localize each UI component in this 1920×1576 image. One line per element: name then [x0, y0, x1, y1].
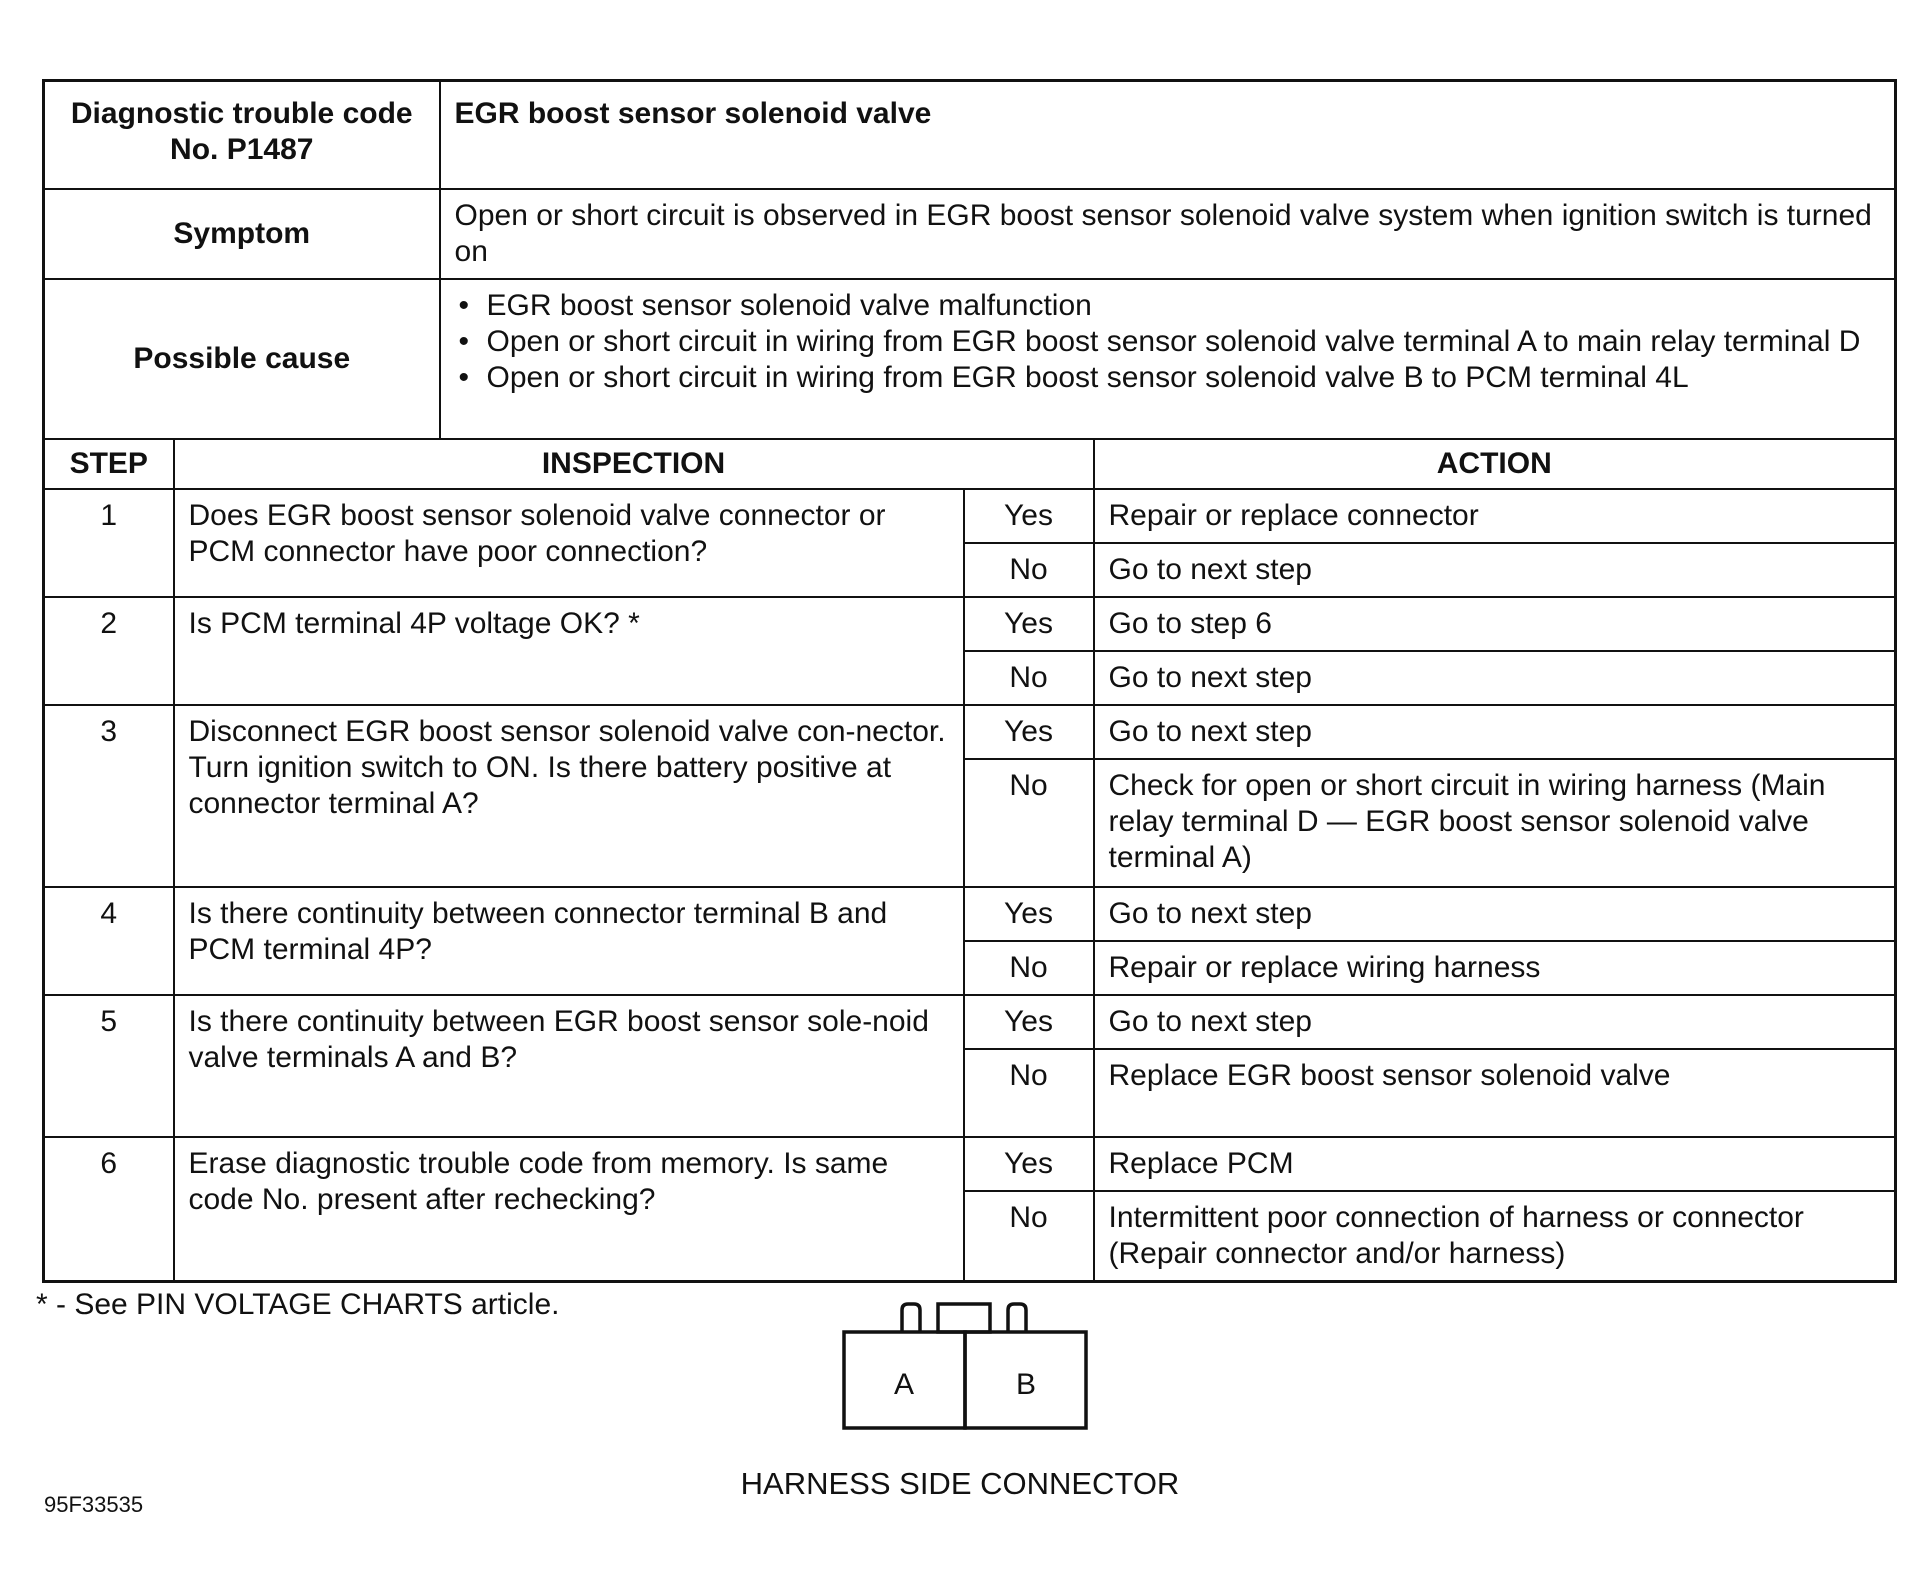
- step-column-header: STEP: [44, 439, 174, 489]
- cause-item: • Open or short circuit in wiring from EGR boost sensor solenoid valve terminal A to main relay terminal D: [455, 324, 1881, 360]
- yes-action: Replace PCM: [1094, 1137, 1896, 1191]
- no-action: Intermittent poor connection of harness or connector (Repair connector and/or harness): [1094, 1191, 1896, 1282]
- symptom-label: Symptom: [44, 189, 440, 279]
- no-label: No: [964, 543, 1094, 597]
- step-inspection: Does EGR boost sensor solenoid valve connector or PCM connector have poor connection?: [174, 489, 964, 597]
- diagnostic-table: [42, 79, 1897, 1283]
- yes-label: Yes: [964, 1137, 1094, 1191]
- possible-cause-cell: [440, 279, 1896, 439]
- yes-action: Repair or replace connector: [1094, 489, 1896, 543]
- figure-id: 95F33535: [44, 1492, 144, 1517]
- step-number: 1: [44, 489, 174, 597]
- connector-right-tab: [1008, 1304, 1026, 1332]
- no-label: No: [964, 759, 1094, 887]
- step-inspection: Is there continuity between EGR boost sensor sole-noid valve terminals A and B?: [174, 995, 964, 1137]
- no-label: No: [964, 941, 1094, 995]
- footnote: * - See PIN VOLTAGE CHARTS article.: [36, 1288, 560, 1321]
- cause-item: • Open or short circuit in wiring from EGR boost sensor solenoid valve B to PCM terminal 4L: [455, 360, 1881, 396]
- step-inspection: Disconnect EGR boost sensor solenoid valve con-nector. Turn ignition switch to ON. Is there battery positive at connector terminal A?: [174, 705, 964, 887]
- no-action: Replace EGR boost sensor solenoid valve: [1094, 1049, 1896, 1137]
- inspection-column-header: INSPECTION: [174, 439, 1094, 489]
- no-label: No: [964, 1191, 1094, 1282]
- yes-action: Go to next step: [1094, 705, 1896, 759]
- cause-item: • EGR boost sensor solenoid valve malfunction: [455, 288, 1881, 324]
- dtc-title: EGR boost sensor solenoid valve: [440, 81, 1896, 189]
- connector-center-latch: [938, 1304, 990, 1332]
- connector-left-tab: [902, 1304, 920, 1332]
- yes-label: Yes: [964, 887, 1094, 941]
- yes-label: Yes: [964, 489, 1094, 543]
- no-label: No: [964, 651, 1094, 705]
- yes-label: Yes: [964, 597, 1094, 651]
- yes-label: Yes: [964, 995, 1094, 1049]
- connector-caption: HARNESS SIDE CONNECTOR: [740, 1466, 1180, 1501]
- no-label: No: [964, 1049, 1094, 1137]
- harness-connector-diagram: [842, 1298, 1092, 1430]
- step-number: 6: [44, 1137, 174, 1282]
- step-inspection: Is there continuity between connector terminal B and PCM terminal 4P?: [174, 887, 964, 995]
- step-number: 5: [44, 995, 174, 1137]
- possible-cause-label: Possible cause: [44, 279, 440, 439]
- yes-action: Go to next step: [1094, 995, 1896, 1049]
- step-number: 2: [44, 597, 174, 705]
- no-action: Go to next step: [1094, 543, 1896, 597]
- yes-action: Go to step 6: [1094, 597, 1896, 651]
- step-inspection: Erase diagnostic trouble code from memory. Is same code No. present after rechecking?: [174, 1137, 964, 1282]
- dtc-label: Diagnostic trouble code No. P1487: [44, 81, 440, 189]
- terminal-a-label: A: [893, 1368, 915, 1401]
- action-column-header: ACTION: [1094, 439, 1896, 489]
- step-number: 3: [44, 705, 174, 887]
- step-inspection: Is PCM terminal 4P voltage OK? *: [174, 597, 964, 705]
- no-action: Repair or replace wiring harness: [1094, 941, 1896, 995]
- step-number: 4: [44, 887, 174, 995]
- no-action: Go to next step: [1094, 651, 1896, 705]
- yes-action: Go to next step: [1094, 887, 1896, 941]
- yes-label: Yes: [964, 705, 1094, 759]
- no-action: Check for open or short circuit in wiring harness (Main relay terminal D — EGR boost sensor solenoid valve terminal A): [1094, 759, 1896, 887]
- terminal-b-label: B: [1015, 1368, 1037, 1401]
- symptom-text: Open or short circuit is observed in EGR boost sensor solenoid valve system when ignition switch is turned on: [440, 189, 1896, 279]
- cause-list: [455, 288, 1881, 396]
